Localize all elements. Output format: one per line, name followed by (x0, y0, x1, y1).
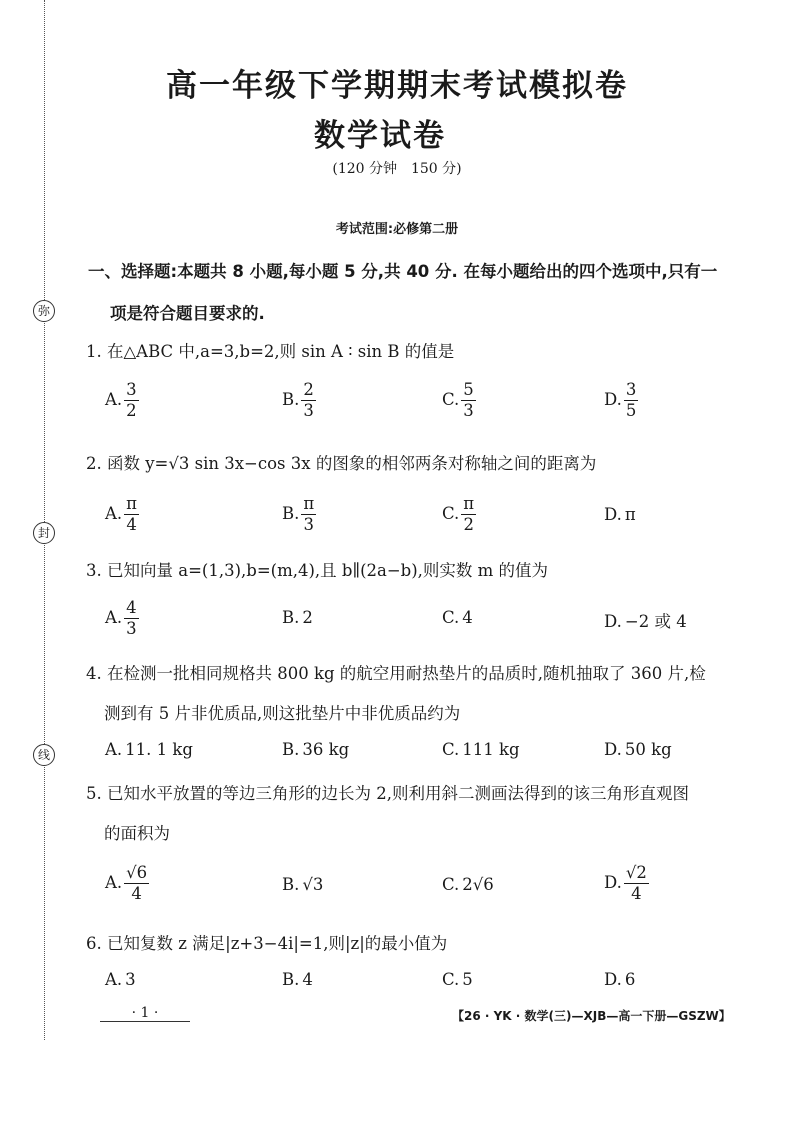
q1-option-d-label: D. (604, 390, 622, 409)
q2-option-b (282, 494, 316, 535)
q5-option-d (604, 863, 649, 904)
section1-heading-line2: 项是符合题目要求的. (110, 304, 265, 323)
q2-option-d-text: π (624, 505, 636, 524)
q6-option-d (604, 970, 635, 989)
q2-option-c (442, 494, 476, 535)
q5-option-c-text: 2√6 (462, 875, 494, 894)
question-3-stem: 3. 已知向量 a=(1,3),b=(m,4),且 b∥(2a−b),则实数 m 的值为 (86, 561, 549, 580)
q2-option-d (604, 505, 636, 524)
q2-option-d-label: D. (604, 505, 622, 524)
q3-option-c-label: C. (442, 608, 460, 627)
q1-option-b-num: 2 (303, 380, 314, 399)
q2-option-a (105, 494, 139, 535)
q2-option-b-den: 3 (303, 515, 315, 534)
q5-option-a (105, 863, 149, 904)
q2-option-c-label: C. (442, 504, 460, 523)
q2-option-a-num: π (126, 494, 138, 513)
q6-option-b-text: 4 (302, 970, 313, 989)
q5-option-d-den: 4 (631, 884, 642, 903)
q5-option-d-num: √2 (625, 863, 647, 882)
q5-option-b-text: √3 (302, 875, 324, 894)
q3-option-b-label: B. (282, 608, 300, 627)
q5-option-c-label: C. (442, 875, 460, 894)
title-line1: 高一年级下学期期末考试模拟卷 (166, 68, 628, 104)
q1-option-c-label: C. (442, 390, 460, 409)
q5-option-a-num: √6 (126, 863, 148, 882)
q6-option-a-text: 3 (125, 970, 136, 989)
q3-option-d-text: −2 或 4 (624, 612, 687, 631)
q3-option-b (282, 608, 313, 627)
q4-option-c-label: C. (442, 740, 460, 759)
question-5-stem-line2: 的面积为 (104, 824, 170, 843)
question-1-stem: 1. 在△ABC 中,a=3,b=2,则 sin A ∶ sin B 的值是 (86, 342, 455, 361)
q4-option-a (105, 740, 193, 759)
q1-option-a-den: 2 (126, 401, 137, 420)
q5-option-d-label: D. (604, 873, 622, 892)
q4-option-d-label: D. (604, 740, 622, 759)
q1-option-c-den: 3 (463, 401, 474, 420)
question-2-stem: 2. 函数 y=√3 sin 3x−cos 3x 的图象的相邻两条对称轴之间的距离为 (86, 454, 597, 473)
q1-option-b-den: 3 (303, 401, 314, 420)
binding-mark-feng: 封 (33, 522, 55, 544)
q2-option-c-num: π (463, 494, 475, 513)
q6-option-c-text: 5 (462, 970, 473, 989)
q2-option-c-den: 2 (463, 515, 474, 534)
q6-option-c (442, 970, 473, 989)
q6-option-c-label: C. (442, 970, 460, 989)
title-line2: 数学试卷 (314, 118, 446, 154)
q1-option-a (105, 380, 139, 421)
q6-option-b (282, 970, 313, 989)
q2-option-b-num: π (303, 494, 315, 513)
q3-option-a-num: 4 (126, 598, 137, 617)
q3-option-b-text: 2 (302, 608, 313, 627)
exam-scope: 考试范围:必修第二册 (335, 222, 459, 237)
q6-option-d-text: 6 (624, 970, 636, 989)
question-5-stem-line1: 5. 已知水平放置的等边三角形的边长为 2,则利用斜二测画法得到的该三角形直观图 (86, 784, 689, 803)
q1-option-d-den: 5 (625, 401, 637, 420)
q6-option-b-label: B. (282, 970, 300, 989)
q6-option-a-label: A. (105, 970, 123, 989)
q3-option-a-label: A. (105, 608, 123, 627)
q4-option-c (442, 740, 520, 759)
q2-option-b-label: B. (282, 504, 300, 523)
q3-option-c (442, 608, 473, 627)
binding-mark-xian: 线 (33, 744, 55, 766)
q1-option-d-num: 3 (625, 380, 637, 399)
q3-option-d-label: D. (604, 612, 622, 631)
q5-option-b-label: B. (282, 875, 300, 894)
q2-option-a-den: 4 (126, 515, 137, 534)
q4-option-d-text: 50 kg (624, 740, 672, 759)
q5-option-c (442, 875, 494, 894)
q1-option-d (604, 380, 638, 421)
q3-option-d (604, 608, 687, 632)
q2-option-a-label: A. (105, 504, 123, 523)
q3-option-a (105, 598, 139, 639)
q5-option-b (282, 875, 323, 894)
page-number: · 1 · (100, 1005, 190, 1022)
q4-option-d (604, 740, 672, 759)
q3-option-c-text: 4 (462, 608, 473, 627)
footer-code: 【26 · YK · 数学(三)—XJB—高一下册—GSZW】 (452, 1009, 731, 1023)
binding-mark-mi: 弥 (33, 300, 55, 322)
q1-option-a-num: 3 (126, 380, 137, 399)
q6-option-a (105, 970, 136, 989)
q4-option-a-label: A. (105, 740, 123, 759)
q4-option-a-text: 11. 1 kg (125, 740, 193, 759)
q1-option-c-num: 5 (463, 380, 474, 399)
q4-option-c-text: 111 kg (462, 740, 520, 759)
question-6-stem: 6. 已知复数 z 满足|z+3−4i|=1,则|z|的最小值为 (86, 934, 448, 953)
q4-option-b-text: 36 kg (302, 740, 350, 759)
q4-option-b (282, 740, 349, 759)
section1-heading-line1: 一、选择题:本题共 8 小题,每小题 5 分,共 40 分. 在每小题给出的四个选项中,只有一 (88, 262, 718, 281)
binding-line (44, 0, 45, 1040)
q5-option-a-label: A. (105, 873, 123, 892)
q6-option-d-label: D. (604, 970, 622, 989)
time-score: (120 分钟 150 分) (332, 161, 462, 177)
q1-option-b-label: B. (282, 390, 300, 409)
question-4-stem-line1: 4. 在检测一批相同规格共 800 kg 的航空用耐热垫片的品质时,随机抽取了 360 片,检 (86, 664, 706, 683)
question-4-stem-line2: 测到有 5 片非优质品,则这批垫片中非优质品约为 (104, 704, 461, 723)
q3-option-a-den: 3 (126, 619, 137, 638)
q1-option-a-label: A. (105, 390, 123, 409)
q4-option-b-label: B. (282, 740, 300, 759)
q1-option-b (282, 380, 316, 421)
q5-option-a-den: 4 (131, 884, 142, 903)
q1-option-c (442, 380, 476, 421)
